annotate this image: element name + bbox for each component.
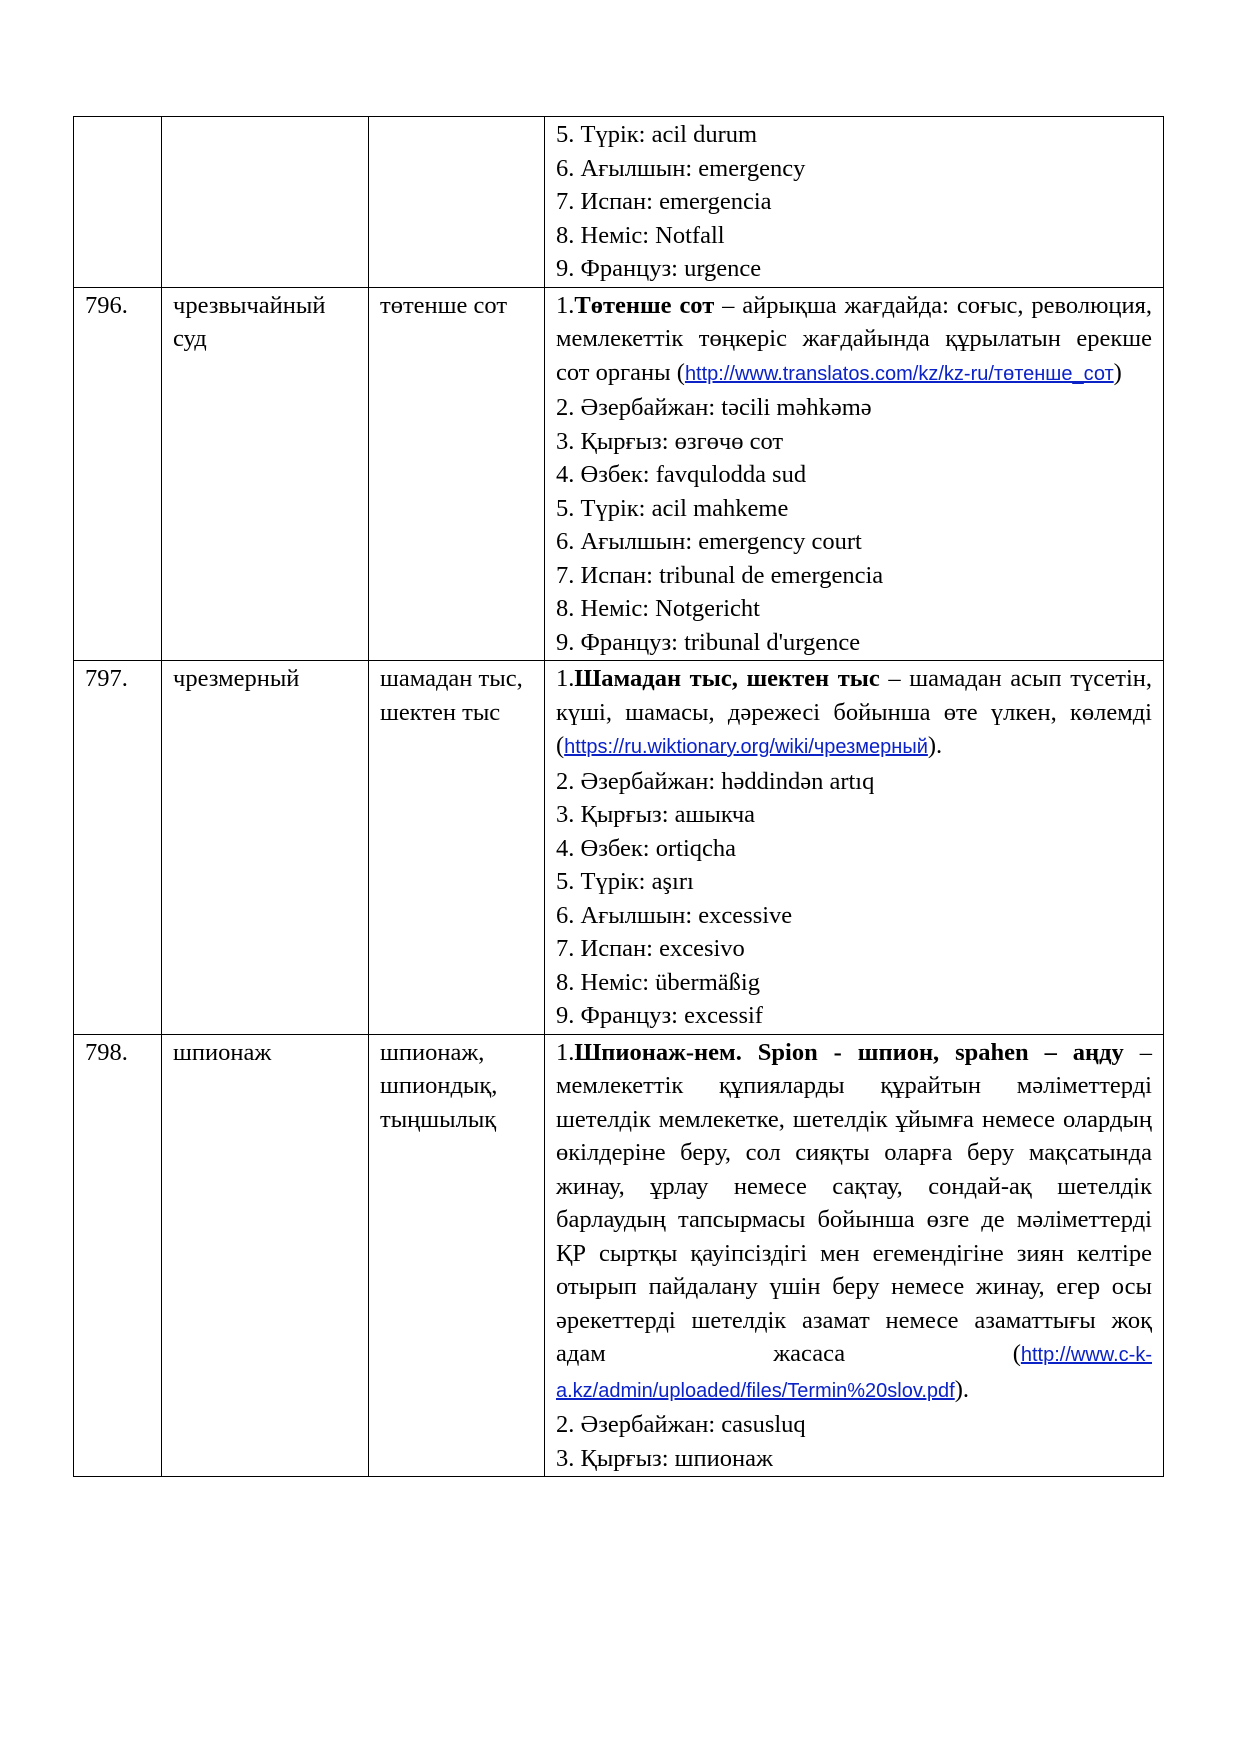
translation-line: 7. Испан: emergencia	[556, 188, 772, 215]
source-open-paren: (	[676, 358, 685, 386]
source-close-paren: ).	[927, 732, 943, 759]
translation-line: 3. Қырғыз: шпионаж	[556, 1444, 773, 1472]
translation-line: 6. Ағылшын: emergency court	[556, 528, 862, 555]
definition-number: 1.	[556, 665, 575, 692]
source-open-paren: (	[556, 732, 565, 759]
translation-line: 9. Француз: tribunal d'urgence	[556, 628, 861, 656]
entry-number: 797.	[74, 661, 162, 1035]
russian-term	[162, 117, 369, 288]
definition-cell	[545, 117, 1164, 288]
translation-line: 4. Өзбек: favqulodda sud	[556, 461, 807, 488]
dictionary-table-body	[74, 117, 1164, 1477]
russian-term: чрезмерный	[162, 661, 369, 1035]
table-row	[74, 117, 1164, 288]
translation-line: 5. Түрік: aşırı	[556, 868, 694, 895]
table-row	[74, 1034, 1164, 1477]
translation-line: 8. Неміс: übermäßig	[556, 968, 760, 996]
table-row	[74, 661, 1164, 1035]
translation-line: 7. Испан: excesivo	[556, 935, 745, 962]
entry-number: 798.	[74, 1034, 162, 1477]
translation-line: 5. Түрік: acil mahkeme	[556, 494, 789, 522]
definition-term: Шамадан тыс, шектен тыс	[574, 665, 880, 692]
translation-line: 3. Қырғыз: өзгөчө сот	[556, 427, 784, 455]
dictionary-table	[73, 116, 1164, 1477]
translation-line: 2. Әзербайжан: təcili məhkəmə	[556, 394, 872, 421]
definition-body: – шамадан асып түсетін, күші, шамасы, дәрежесі бойынша өте үлкен, көлемді	[556, 665, 1152, 726]
source-open-paren: (	[1012, 1340, 1021, 1367]
source-close-paren: ).	[954, 1375, 970, 1403]
translation-line: 4. Өзбек: ortiqcha	[556, 834, 736, 862]
translation-line: 8. Неміс: Notfall	[556, 221, 725, 249]
definition-text	[556, 662, 1152, 765]
kazakh-term: төтенше сот	[369, 287, 545, 661]
definition-body: – айрықша жағдайда: соғыс, революция, мемлекеттік төңкеріс жағдайында құрылатын ерекше сот органы	[556, 291, 1152, 386]
definition-body: – мемлекеттік құпияларды құрайтын мәліметтерді шетелдік мемлекетке, шетелдік ұйымға немесе олардың өкілдеріне беру, сол сияқты оларға беру мақсатында жинау, ұрлау немесе сақтау, сондай-ақ шетелдік барлаудың тапсырмасы бойынша өзге де мәліметтерді ҚР сыртқы қауіпсіздігі мен егемендігіне зиян келтіре отырып пайдалану үшін беру немесе жинау, егер осы әрекеттерді шетелдік азамат немесе азаматтығы жоқ адам жасаса	[556, 1038, 1153, 1367]
source-link[interactable]: http://www.c-k-a.kz/admin/uploaded/files/Termin%20slov.pdf	[556, 1344, 1152, 1402]
definition-term: Шпионаж-нем. Spion - шпион, spahen – аңду	[574, 1038, 1124, 1066]
translation-line: 2. Әзербайжан: həddindən artıq	[556, 767, 875, 795]
source-close-paren: )	[1113, 358, 1122, 386]
definition-term: Төтенше сот	[574, 291, 715, 319]
definition-text	[556, 289, 1152, 392]
translation-line: 6. Ағылшын: excessive	[556, 901, 793, 929]
definition-cell	[545, 661, 1164, 1035]
translation-line: 6. Ағылшын: emergency	[556, 154, 806, 182]
russian-term: шпионаж	[162, 1034, 369, 1477]
definition-cell	[545, 287, 1164, 661]
kazakh-term: шамадан тыс, шектен тыс	[369, 661, 545, 1035]
translation-line: 2. Әзербайжан: casusluq	[556, 1411, 806, 1438]
translation-line: 9. Француз: urgence	[556, 255, 762, 282]
entry-number	[74, 117, 162, 288]
translation-line: 8. Неміс: Notgericht	[556, 595, 760, 622]
translation-line: 7. Испан: tribunal de emergencia	[556, 561, 884, 589]
source-link[interactable]: https://ru.wiktionary.org/wiki/чрезмерный	[564, 736, 928, 758]
table-row	[74, 287, 1164, 661]
kazakh-term	[369, 117, 545, 288]
definition-text	[556, 1036, 1152, 1409]
translation-line: 9. Француз: excessif	[556, 1002, 763, 1029]
translation-line: 5. Түрік: acil durum	[556, 121, 758, 148]
definition-number: 1.	[556, 1038, 575, 1066]
translation-line: 3. Қырғыз: ашыкча	[556, 801, 756, 828]
kazakh-term: шпионаж, шпиондық, тыңшылық	[369, 1034, 545, 1477]
entry-number: 796.	[74, 287, 162, 661]
russian-term: чрезвычайный суд	[162, 287, 369, 661]
source-link[interactable]: http://www.translatos.com/kz/kz-ru/төтенше_сот	[684, 362, 1114, 385]
definition-number: 1.	[556, 291, 575, 319]
definition-cell	[545, 1034, 1164, 1477]
